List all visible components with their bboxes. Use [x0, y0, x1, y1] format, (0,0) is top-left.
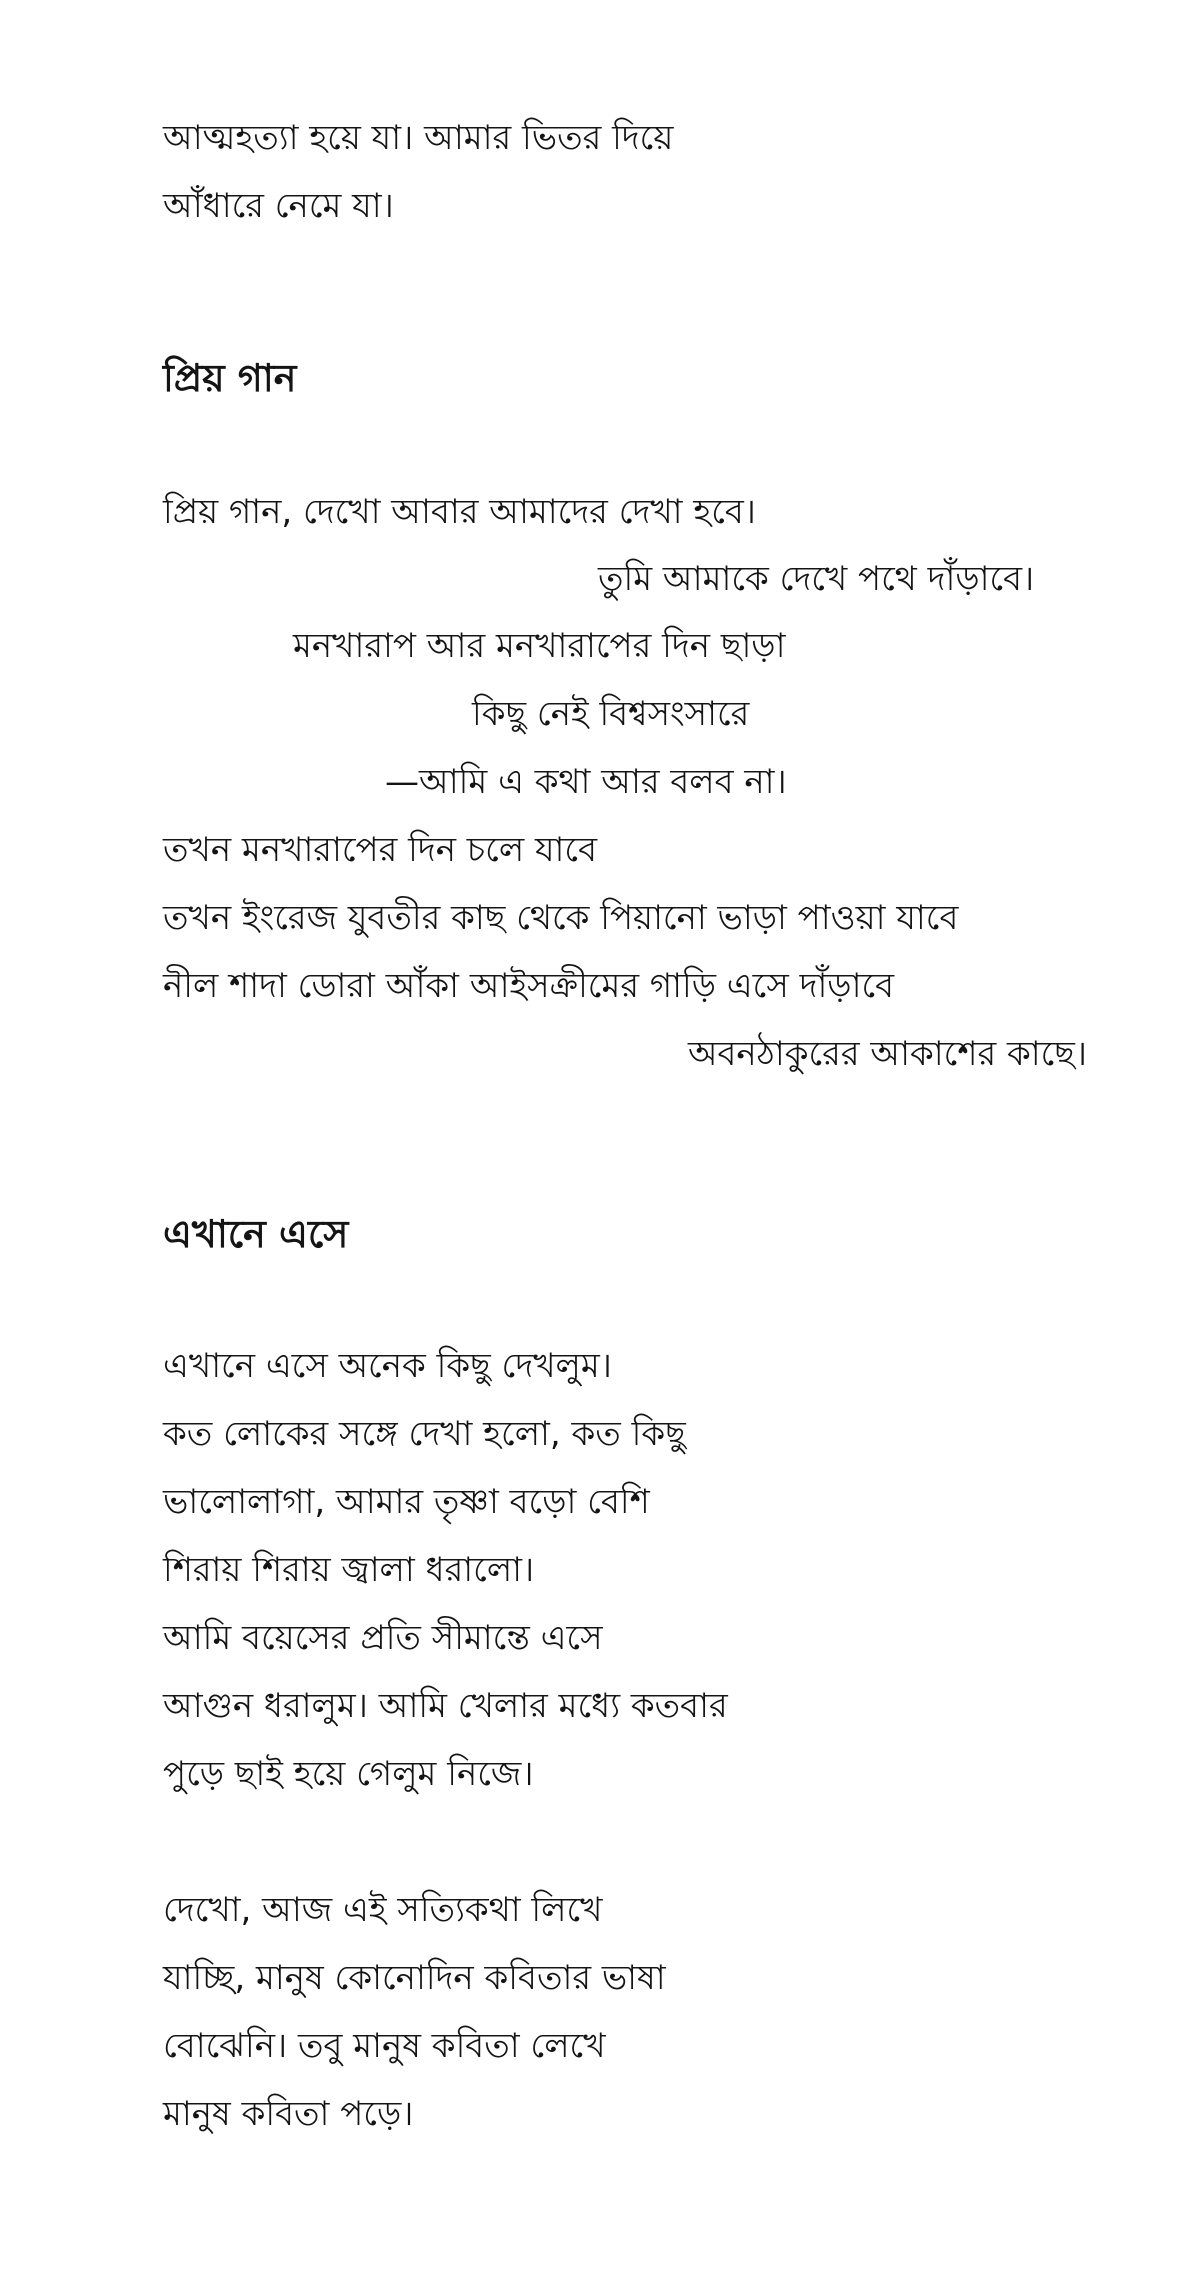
- poem1-line-8: নীল শাদা ডোরা আঁকা আইসক্রীমের গাড়ি এসে দাঁড়াবে: [163, 966, 895, 1006]
- poem2-line-9: যাচ্ছি, মানুষ কোনোদিন কবিতার ভাষা: [163, 1958, 666, 1998]
- poem1-line-7: তখন ইংরেজ যুবতীর কাছ থেকে পিয়ানো ভাড়া পাওয়া যাবে: [163, 898, 959, 938]
- fragment-line-1: আত্মহত্যা হয়ে যা। আমার ভিতর দিয়ে: [163, 118, 674, 158]
- poem2-line-6: আগুন ধরালুম। আমি খেলার মধ্যে কতবার: [163, 1686, 728, 1726]
- poem-title-priyo-gaan: প্রিয় গান: [163, 356, 297, 400]
- poem2-line-5: আমি বয়েসের প্রতি সীমান্তে এসে: [163, 1618, 603, 1658]
- poem1-line-1: প্রিয় গান, দেখো আবার আমাদের দেখা হবে।: [163, 492, 756, 532]
- poem2-line-11: মানুষ কবিতা পড়ে।: [163, 2094, 414, 2134]
- poem1-line-4: কিছু নেই বিশ্বসংসারে: [472, 694, 750, 734]
- poem2-line-1: এখানে এসে অনেক কিছু দেখলুম।: [163, 1346, 612, 1386]
- poem2-line-8: দেখো, আজ এই সত্যিকথা লিখে: [163, 1890, 603, 1930]
- poem2-line-4: শিরায় শিরায় জ্বালা ধরালো।: [163, 1550, 535, 1590]
- poem1-line-6: তখন মনখারাপের দিন চলে যাবে: [163, 830, 597, 870]
- poem1-line-2: তুমি আমাকে দেখে পথে দাঁড়াবে।: [598, 559, 1035, 599]
- poem2-line-7: পুড়ে ছাই হয়ে গেলুম নিজে।: [163, 1754, 534, 1794]
- poem1-line-3: মনখারাপ আর মনখারাপের দিন ছাড়া: [293, 626, 786, 666]
- poem2-line-2: কত লোকের সঙ্গে দেখা হলো, কত কিছু: [163, 1414, 686, 1454]
- poem1-line-9: অবনঠাকুরের আকাশের কাছে।: [688, 1034, 1088, 1074]
- poem-title-ekhane-ese: এখানে এসে: [163, 1212, 349, 1256]
- fragment-line-2: আঁধারে নেমে যা।: [163, 186, 394, 226]
- poem2-line-3: ভালোলাগা, আমার তৃষ্ণা বড়ো বেশি: [163, 1482, 650, 1522]
- poem2-line-10: বোঝেনি। তবু মানুষ কবিতা লেখে: [163, 2026, 606, 2066]
- poem1-line-5: —আমি এ কথা আর বলব না।: [385, 762, 787, 802]
